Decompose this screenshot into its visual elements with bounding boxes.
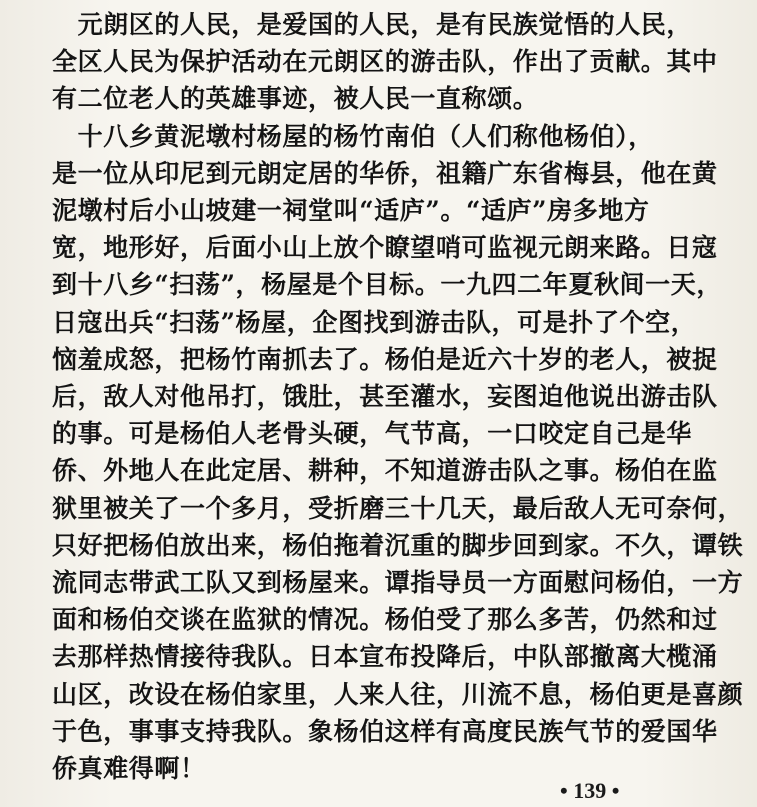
text-line: 于色，事事支持我队。象杨伯这样有高度民族气节的爱国华	[52, 716, 718, 746]
text-line: 有二位老人的英雄事迹，被人民一直称颂。	[52, 84, 539, 114]
text-line: 侨真难得啊！	[52, 754, 206, 784]
page-number: • 139 •	[560, 778, 620, 803]
text-line: 侨、外地人在此定居、耕种，不知道游击队之事。杨伯在监	[52, 456, 718, 486]
text-line: 全区人民为保护活动在元朗区的游击队，作出了贡献。其中	[52, 47, 718, 77]
text-line: 去那样热情接待我队。日本宣布投降后，中队部撤离大榄涌	[52, 642, 718, 672]
text-line: 恼羞成怒，把杨竹南抓去了。杨伯是近六十岁的老人，被捉	[52, 344, 718, 374]
text-line: 后，敌人对他吊打，饿肚，甚至灌水，妄图迫他说出游击队	[52, 382, 718, 412]
text-line: 元朗区的人民，是爱国的人民，是有民族觉悟的人民，	[52, 10, 693, 39]
text-line: 泥墩村后小山坡建一祠堂叫“适庐”。“适庐”房多地方	[52, 196, 650, 226]
text-line: 十八乡黄泥墩村杨屋的杨竹南伯（人们称他杨伯），	[52, 121, 654, 151]
text-line: 是一位从印尼到元朗定居的华侨，祖籍广东省梅县，他在黄	[52, 158, 718, 188]
text-line: 面和杨伯交谈在监狱的情况。杨伯受了那么多苦，仍然和过	[52, 605, 718, 635]
text-line: 宽，地形好，后面小山上放个瞭望哨可监视元朗来路。日寇	[52, 233, 718, 263]
text-line: 流同志带武工队又到杨屋来。谭指导员一方面慰问杨伯，一方	[52, 568, 744, 598]
text-line: 只好把杨伯放出来，杨伯拖着沉重的脚步回到家。不久，谭铁	[52, 530, 744, 560]
text-line: 的事。可是杨伯人老骨头硬，气节高，一口咬定自己是华	[52, 419, 693, 449]
text-line: 狱里被关了一个多月，受折磨三十几天，最后敌人无可奈何，	[52, 493, 744, 523]
text-line: 日寇出兵“扫荡”杨屋，企图找到游击队，可是扑了个空，	[52, 307, 697, 337]
text-line: 到十八乡“扫荡”，杨屋是个目标。一九四二年夏秋间一天，	[52, 270, 722, 300]
text-line: 山区，改设在杨伯家里，人来人往，川流不息，杨伯更是喜颜	[52, 679, 744, 709]
body-text	[52, 6, 744, 787]
